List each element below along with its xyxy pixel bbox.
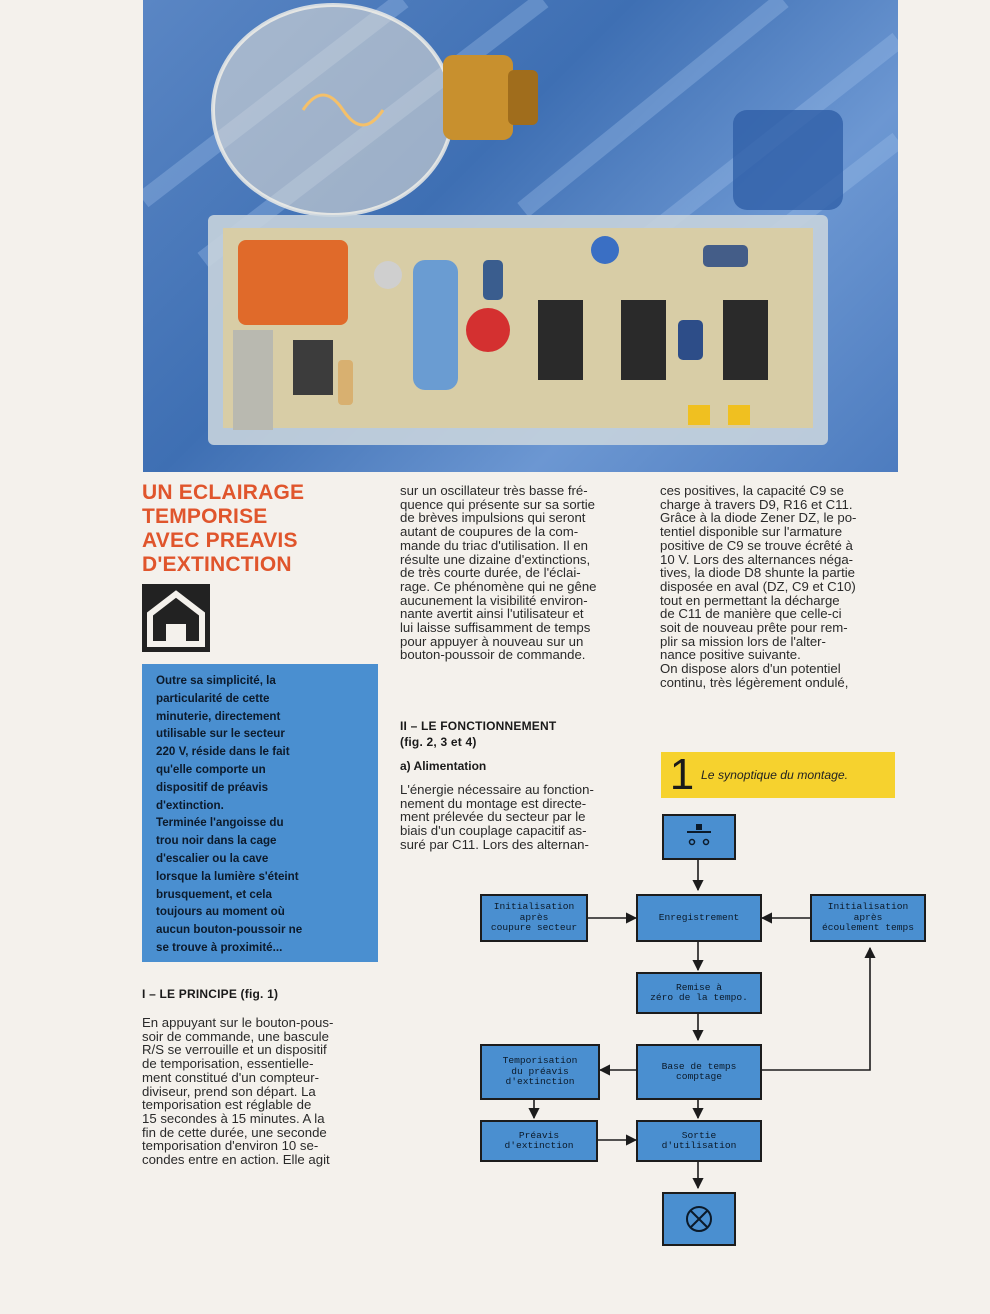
intro-line: d'escalier ou la cave — [156, 851, 269, 865]
text-line: R/S se verrouille et un dispositif — [142, 1042, 327, 1058]
text-line: fin de cette durée, une seconde — [142, 1124, 327, 1140]
text-column-1 — [142, 1016, 378, 1167]
block-label: Temporisation du préavis d'extinction — [502, 1055, 578, 1088]
title-line: TEMPORISE — [142, 505, 268, 528]
text-line: ment constitué d'un compteur- — [142, 1069, 319, 1085]
subsection-heading: a) Alimentation — [400, 759, 487, 773]
text-line: nance positive suivante. — [660, 647, 801, 663]
house-icon — [142, 584, 210, 652]
text-line: nante avertit ainsi l'utilisateur et — [400, 606, 584, 622]
block-label: Enregistrement — [658, 911, 740, 923]
text-line: temporisation d'environ 10 se- — [142, 1138, 319, 1154]
block-label: Initialisation après coupure secteur — [490, 901, 578, 934]
text-line: suré par C11. Lors des alternan- — [400, 836, 589, 852]
figure-caption — [661, 752, 895, 798]
title-line: AVEC PREAVIS — [142, 529, 298, 552]
text-line: soit de nouveau prête pour rem- — [660, 620, 848, 636]
block-label: Remise à zéro de la tempo. — [650, 981, 748, 1003]
intro-line: toujours au moment où — [156, 905, 285, 919]
intro-line: dispositif de préavis — [156, 780, 269, 794]
intro-line: 220 V, réside dans le fait — [156, 745, 290, 759]
text-line: tentiel disponible sur l'armature — [660, 524, 843, 540]
text-line: autant de coupures de la com- — [400, 524, 579, 540]
text-line: de très courte durée, de l'éclai- — [400, 565, 581, 581]
block-label: Préavis d'extinction — [504, 1129, 574, 1151]
text-line: nement du montage est directe- — [400, 795, 587, 811]
intro-line: brusquement, et cela — [156, 887, 272, 901]
text-line: aucunement la visibilité environ- — [400, 592, 588, 608]
intro-line: aucun bouton-poussoir ne — [156, 923, 303, 937]
intro-line: d'extinction. — [156, 798, 224, 812]
text-line: de C11 de manière que celle-ci — [660, 606, 842, 622]
intro-line: Outre sa simplicité, la — [156, 674, 276, 687]
block-init-power — [480, 894, 588, 942]
text-line: soir de commande, une bascule — [142, 1028, 329, 1044]
block-pre-timer — [480, 1044, 600, 1100]
block-diagram — [470, 808, 950, 1248]
text-line: biais d'un couplage capacitif as- — [400, 823, 587, 839]
text-line: Grâce à la diode Zener DZ, le po- — [660, 510, 857, 526]
block-label: Base de temps comptage — [661, 1060, 737, 1082]
block-label: Sortie d'utilisation — [661, 1129, 737, 1151]
block-reset — [636, 972, 762, 1014]
text-line: temporisation est réglable de — [142, 1097, 312, 1113]
text-line: L'énergie nécessaire au fonction- — [400, 782, 594, 797]
text-line: bouton-poussoir de commande. — [400, 647, 586, 663]
text-line: ment prélevée du secteur par le — [400, 809, 586, 825]
text-line: condes entre en action. Elle agit — [142, 1152, 330, 1168]
text-line: tives, la diode D8 shunte la partie — [660, 565, 855, 581]
intro-line: se trouve à proximité... — [156, 940, 283, 954]
section-heading: II – LE FONCTIONNEMENT — [400, 719, 557, 733]
article-title — [142, 481, 342, 577]
section-heading: I – LE PRINCIPE (fig. 1) — [142, 987, 279, 1001]
intro-line: trou noir dans la cage — [156, 834, 277, 848]
text-line: plir sa mission lors de l'alter- — [660, 633, 826, 649]
text-line: continu, très légèrement ondulé, — [660, 674, 849, 690]
push-button-icon — [662, 814, 736, 860]
text-line: sur un oscillateur très basse fré- — [400, 483, 588, 498]
text-line: On dispose alors d'un potentiel — [660, 661, 841, 677]
title-line: UN ECLAIRAGE — [142, 481, 305, 504]
intro-box — [142, 664, 378, 962]
lamp-icon — [662, 1192, 736, 1246]
text-line: pour appuyer à nouveau sur un — [400, 633, 584, 649]
text-line: charge à travers D9, R16 et C11. — [660, 496, 853, 512]
text-line: résulte une dizaine d'extinctions, — [400, 551, 591, 567]
block-timebase — [636, 1044, 762, 1100]
text-line: rage. Ce phénomène qui ne gêne — [400, 578, 597, 594]
text-column-3 — [660, 484, 896, 690]
intro-line: qu'elle comporte un — [156, 762, 266, 776]
intro-line: particularité de cette — [156, 691, 270, 705]
text-line: 15 secondes à 15 minutes. A la — [142, 1110, 325, 1126]
text-line: quence qui présente sur sa sortie — [400, 496, 595, 512]
text-line: 10 V. Lors des alternances néga- — [660, 551, 854, 567]
block-record — [636, 894, 762, 942]
text-line: de temporisation, essentielle- — [142, 1056, 314, 1072]
text-column-2 — [400, 484, 636, 662]
text-line: tout en permettant la décharge — [660, 592, 840, 608]
diagram-connectors — [470, 808, 950, 1248]
text-line: lui laisse suffisamment de temps — [400, 620, 591, 636]
intro-line: lorsque la lumière s'éteint — [156, 869, 299, 883]
text-line: mande du triac d'utilisation. Il en — [400, 537, 588, 553]
figure-number: 1 — [669, 750, 695, 799]
text-line: ces positives, la capacité C9 se — [660, 483, 844, 498]
section-heading-sub: (fig. 2, 3 et 4) — [400, 735, 477, 749]
block-label: Initialisation après écoulement temps — [821, 901, 915, 934]
intro-line: minuterie, directement — [156, 709, 281, 723]
block-output — [636, 1120, 762, 1162]
text-line: disposée en aval (DZ, C9 et C10) — [660, 578, 856, 594]
text-line: diviseur, prend son départ. La — [142, 1083, 316, 1099]
block-pre-warning — [480, 1120, 598, 1162]
circuit-photo — [143, 0, 898, 472]
intro-line: utilisable sur le secteur — [156, 727, 285, 741]
intro-line: Terminée l'angoisse du — [156, 816, 284, 830]
figure-caption-text: Le synoptique du montage. — [701, 768, 849, 782]
block-init-time — [810, 894, 926, 942]
title-line: D'EXTINCTION — [142, 553, 292, 576]
text-line: positive de C9 se trouve écrêté à — [660, 537, 853, 553]
text-line: En appuyant sur le bouton-pous- — [142, 1015, 334, 1030]
text-line: de brèves impulsions qui seront — [400, 510, 586, 526]
